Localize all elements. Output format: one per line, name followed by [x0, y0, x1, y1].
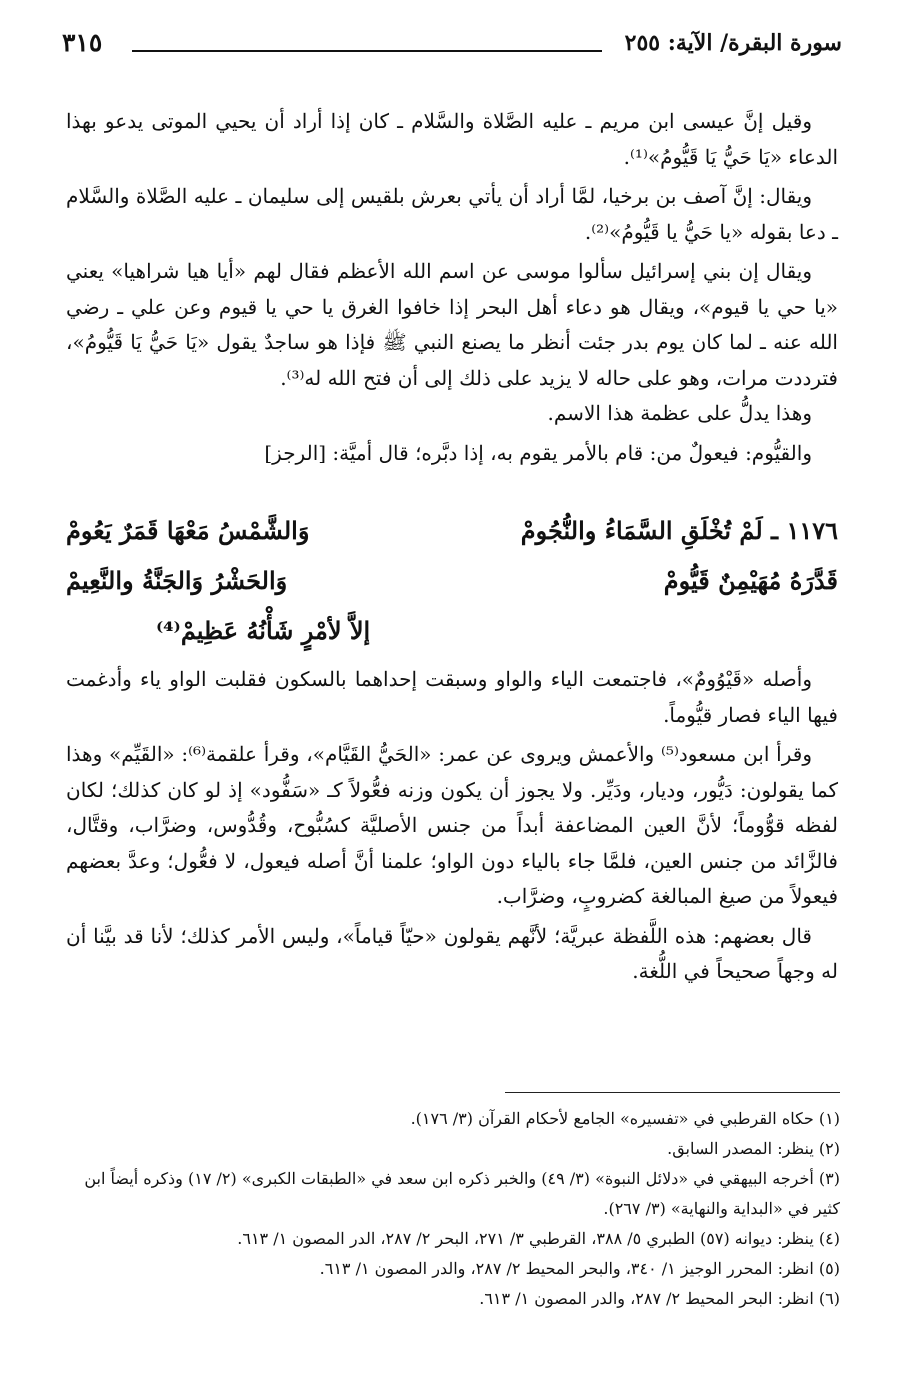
poem-hemistich: ١١٧٦ ـ لَمْ تُخْلَقِ السَّمَاءُ والنُّجُومْ — [520, 516, 838, 545]
footnote: (٥) انظر: المحرر الوجيز ١/ ٣٤٠، والبحر المحيط ٢/ ٢٨٧، والدر المصون ١/ ٦١٣. — [319, 1259, 840, 1278]
paragraph: ويقال إن بني إسرائيل سألوا موسى عن اسم الله الأعظم فقال لهم «أيا هيا شراهيا» يعني «يا حي يا قيوم»، ويقال هو دعاء أهل البحر إذا خافوا الغرق يا حي يا قيوم وعن علي ـ رضي الله عنه ـ لما كان يوم بدر جئت أنظر ما يصنع النبي ﷺ فإذا هو ساجدٌ يقول «يَا حَيُّ يَا قَيُّومُ»، فترددت مرات، وهو على حاله لا يزيد على ذلك إلى أن فتح الله له⁽³⁾. — [66, 259, 838, 390]
poem-hemistich: قَدَّرَهُ مُهَيْمِنٌ قَيُّومْ — [663, 566, 838, 595]
footnote: (٦) انظر: البحر المحيط ٢/ ٢٨٧، والدر المصون ١/ ٦١٣. — [479, 1289, 840, 1308]
paragraph: قال بعضهم: هذه اللَّفظة عبريَّة؛ لأنَّهم يقولون «حيّاً قياماً»، وليس الأمر كذلك؛ لأنا قد بيَّنا أن له وجهاً صحيحاً في اللُّغة. — [66, 923, 838, 983]
paragraph: والقيُّوم: فيعولٌ من: قام بالأمر يقوم به، إذا دبَّره؛ قال أميَّة: [الرجز] — [264, 440, 812, 465]
paragraph: وهذا يدلُّ على عظمة هذا الاسم. — [547, 401, 812, 425]
footnote: (٤) ينظر: ديوانه (٥٧) الطبري ٥/ ٣٨٨، القرطبي ٣/ ٢٧١، البحر ٢/ ٢٨٧، الدر المصون ١/ ٦١٣. — [237, 1229, 840, 1248]
page-number: ٣١٥ — [62, 28, 103, 57]
paragraph: وقرأ ابن مسعود⁽⁵⁾ والأعمش ويروى عن عمر: «الحَيُّ القَيَّام»، وقرأ علقمة⁽⁶⁾: «القَيِّم» وهذا كما يقولون: دَيُّور، وديار، ودَيِّر. ولا يجوز أن يكون وزنه فعُّولاً كـ «سَفُّود» إذ لو كان كذلك؛ لكان لفظه قوُّوماً؛ لأنَّ العين المضاعفة أبداً من جنس الأصليَّة كسُبُّوح، وقُدُّوس، وضرَّاب، وقتَّال، فالزَّائد من جنس العين، فلمَّا جاء بالياء دون الواو؛ علمنا أنَّ أصله فيعول، لا فعُّول؛ وعدَّ بعضهم فيعولاً من صيغ المبالغة كضروبٍ، وضرَّاب. — [66, 742, 838, 908]
header-rule — [132, 50, 602, 52]
poem-line — [66, 616, 838, 666]
footnote-rule — [505, 1092, 840, 1093]
poem-hemistich: وَالحَشْرُ وَالجَنَّةُ والنَّعِيمْ — [66, 566, 288, 595]
footnote: (١) حكاه القرطبي في «تفسيره» الجامع لأحكام القرآن (٣/ ١٧٦). — [410, 1109, 840, 1128]
poem-hemistich: إلاَّ لأمْرٍ شَأْنُهُ عَظِيمْ⁽⁴⁾ — [156, 616, 371, 645]
running-title: سورة البقرة/ الآية: ٢٥٥ — [624, 30, 842, 56]
paragraph: ويقال: إنَّ آصف بن برخيا، لمَّا أراد أن يأتي بعرش بلقيس إلى سليمان ـ عليه الصَّلاة والسَّلام ـ دعا بقوله «يا حَيُّ يا قَيُّومُ»⁽²⁾. — [66, 184, 838, 244]
poem-line — [66, 566, 838, 616]
footnote: (٣) أخرجه البيهقي في «دلائل النبوة» (٣/ ٤٩) والخبر ذكره ابن سعد في «الطبقات الكبرى» (٢/ ١٧) وذكره أيضاً ابن كثير في «البداية والنهاية» (٣/ ٢٦٧). — [84, 1169, 840, 1218]
page-header — [62, 28, 842, 68]
footnotes — [66, 1104, 840, 1314]
main-text — [66, 104, 838, 471]
poem-block — [66, 516, 838, 666]
poem-hemistich: وَالشَّمْسُ مَعْهَا قَمَرٌ يَعُومْ — [66, 516, 310, 545]
poem-line — [66, 516, 838, 566]
main-text-continued — [66, 662, 838, 990]
footnote: (٢) ينظر: المصدر السابق. — [667, 1139, 840, 1158]
paragraph: وقيل إنَّ عيسى ابن مريم ـ عليه الصَّلاة والسَّلام ـ كان إذا أراد أن يحيي الموتى يدعو بهذا الدعاء «يَا حَيُّ يَا قَيُّومُ»⁽¹⁾. — [66, 109, 838, 169]
paragraph: وأصله «قَيْوُومٌ»، فاجتمعت الياء والواو وسبقت إحداهما بالسكون فقلبت الواو ياء وأدغمت فيها الياء فصار قيُّوماً. — [66, 667, 838, 727]
